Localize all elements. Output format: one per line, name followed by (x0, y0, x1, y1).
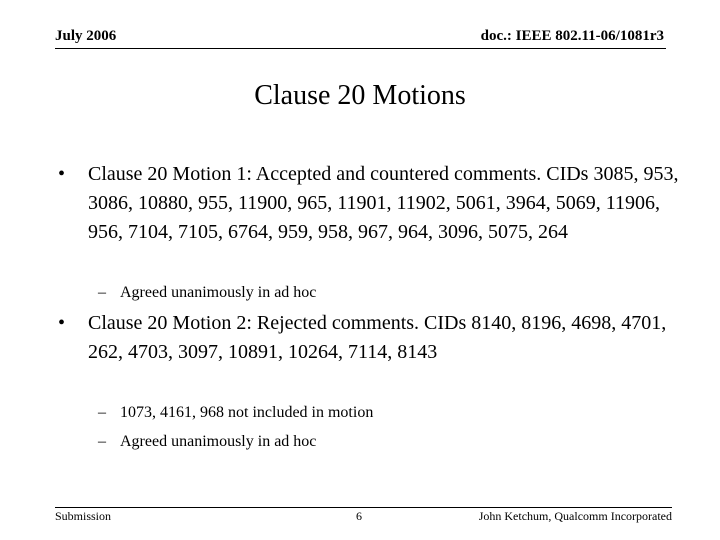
sub-bullet-text: Agreed unanimously in ad hoc (120, 284, 317, 301)
header-date: July 2006 (55, 28, 117, 44)
sub-bullet-text: 1073, 4161, 968 not included in motion (120, 404, 374, 421)
footer-author: John Ketchum, Qualcomm Incorporated (478, 509, 672, 523)
header-rule (55, 48, 666, 49)
bullet-text: Clause 20 Motion 1: Accepted and countered comments. CIDs 3085, 953, 3086, 10880, 955, 11900, 965, 11901, 11902, 5061, 3964, 5069, 11906, 956, 7104, 7105, 6764, 959, 958, 967, 964, 3096, 5075, 264 (88, 163, 679, 243)
sub-bullet-marker: – (98, 433, 106, 450)
footer-rule (55, 507, 672, 508)
bullet-text: Clause 20 Motion 2: Rejected comments. CIDs 8140, 8196, 4698, 4701, 262, 4703, 3097, 10891, 10264, 7114, 8143 (88, 312, 667, 363)
footer-page-number: 6 (356, 509, 362, 523)
footer-submission: Submission (55, 509, 112, 523)
header-doc-id: doc.: IEEE 802.11-06/1081r3 (480, 28, 664, 44)
slide-title: Clause 20 Motions (254, 80, 466, 111)
sub-bullet-text: Agreed unanimously in ad hoc (120, 433, 317, 450)
bullet-marker: • (58, 312, 66, 334)
sub-bullet-marker: – (98, 404, 106, 421)
bullet-marker: • (58, 163, 66, 185)
sub-bullet-marker: – (98, 284, 106, 301)
